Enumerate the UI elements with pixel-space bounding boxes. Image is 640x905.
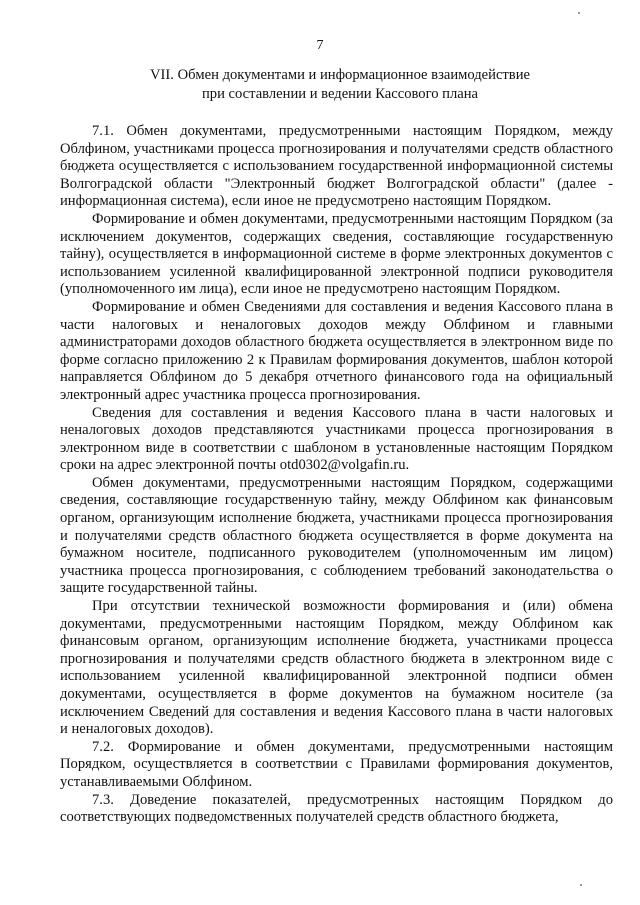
paragraph-7-2: 7.2. Формирование и обмен документами, предусмотренными настоящим Порядком, осуществляется в соответствии с Правилами формирования документов, устанавливаемыми Облфином. [60, 738, 613, 790]
body-text [60, 123, 613, 827]
scan-speck [578, 12, 580, 14]
page-number: 7 [316, 38, 324, 53]
paragraph-revenue-info-submission: Сведения для составления и ведения Кассового плана в части налоговых и неналоговых доходов представляются участниками процесса прогнозирования в электронном виде в соответствии с шаблоном в установленные настоящим Порядком сроки на адрес электронной почты otd0302@volgafin.ru. [60, 404, 613, 474]
section-heading-line-1: VII. Обмен документами и информационное взаимодействие [150, 67, 530, 83]
paragraph-paper-fallback: При отсутствии технической возможности формирования и (или) обмена документами, предусмотренными настоящим Порядком, между Облфином как финансовым органом, организующим исполнение бюджета, участниками процесса прогнозирования и получателями средств областного бюджета в электронном виде с использованием усиленной квалифицированной электронной подписи обмен документами, осуществляется в форме документов на бумажном носителе (за исключением Сведений для составления и ведения Кассового плана в части налоговых и неналоговых доходов). [60, 598, 613, 738]
paragraph-7-3: 7.3. Доведение показателей, предусмотренных настоящим Порядком до соответствующих подведомственных получателей средств областного бюджета, [60, 791, 613, 826]
paragraph-revenue-info-exchange: Формирование и обмен Сведениями для составления и ведения Кассового плана в части налоговых и неналоговых доходов между Облфином и главными администраторами доходов областного бюджета осуществляется в электронном виде по форме согласно приложению 2 к Правилам формирования документов, шаблон которой направляется Облфином до 5 декабря отчетного финансового года на официальный электронный адрес участника процесса прогнозирования. [60, 298, 613, 403]
paragraph-7-1: 7.1. Обмен документами, предусмотренными настоящим Порядком, между Облфином, участниками процесса прогнозирования и получателями средств областного бюджета осуществляется с использованием государственной информационной системы Волгоградской области "Электронный бюджет Волгоградской области" (далее - информационная система), если иное не предусмотрено настоящим Порядком. [60, 123, 613, 210]
scan-speck [580, 884, 582, 886]
section-heading [60, 66, 620, 104]
paragraph-electronic-documents: Формирование и обмен документами, предусмотренными настоящим Порядком (за исключением документов, содержащих сведения, составляющие государственную тайну), осуществляется в информационной системе в форме электронных документов с использованием усиленной квалифицированной электронной подписи руководителя (уполномоченного им лица), если иное не предусмотрено настоящим Порядком. [60, 210, 613, 298]
section-heading-line-2: при составлении и ведении Кассового плана [201, 86, 479, 102]
paragraph-state-secret-exchange: Обмен документами, предусмотренными настоящим Порядком, содержащими сведения, составляющие государственную тайну, между Облфином как финансовым органом, организующим исполнение бюджета, участниками процесса прогнозирования и получателями средств областного бюджета осуществляется в форме документа на бумажном носителе, подписанного руководителем (уполномоченным им лицом) участника процесса прогнозирования, с соблюдением требований законодательства о защите государственной тайны. [60, 474, 613, 597]
